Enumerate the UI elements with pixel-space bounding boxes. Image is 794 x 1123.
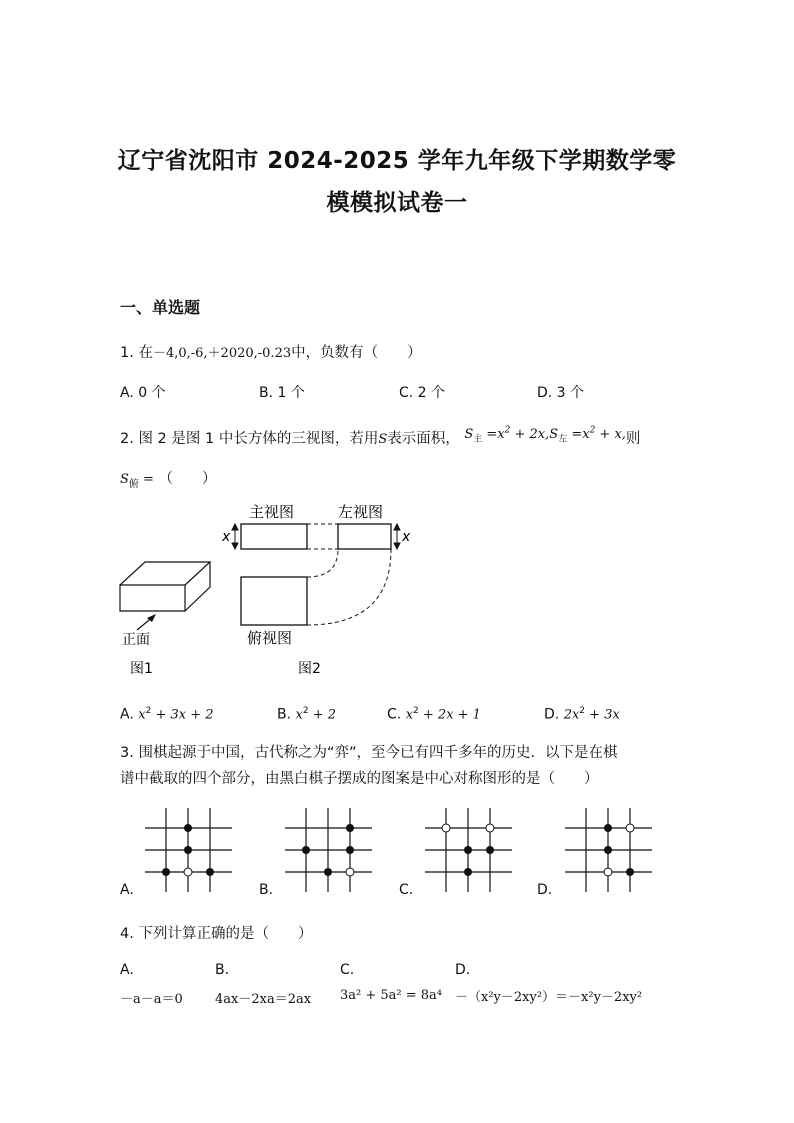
- main-view-rect: [241, 524, 307, 549]
- question-1: [120, 341, 422, 362]
- q2-option-d: D. $2x^2 + 3x$: [544, 706, 620, 723]
- go-board-d: [565, 808, 652, 892]
- question-2-line2: $S_俯$ = （ ）: [120, 471, 217, 490]
- fig1-label: 图1: [130, 661, 153, 677]
- q2-option-b: B. $x^2 + 2$: [277, 706, 337, 723]
- go-board-c: [425, 808, 512, 892]
- x-label-left: x: [222, 529, 231, 545]
- q3-option-d: D.: [537, 882, 553, 898]
- x-dimension-left: [232, 524, 238, 549]
- top-view-rect: [241, 577, 307, 625]
- q4-label-d: D.: [455, 962, 471, 978]
- left-view-label: 左视图: [338, 503, 384, 521]
- q2-middle: 表示面积，: [387, 431, 460, 447]
- question-3-line2: 谱中截取的四个部分，由黑白棋子摆成的图案是中心对称图形的是（ ）: [120, 771, 599, 787]
- question-4: 4. 下列计算正确的是（ ）: [120, 926, 313, 942]
- question-2: [120, 427, 640, 450]
- top-view-label: 俯视图: [247, 629, 293, 647]
- q2-option-c: C. $x^2 + 2x + 1$: [387, 706, 481, 723]
- q1-option-c: C. 2 个: [399, 385, 446, 401]
- q2-formulas: $S_主 =x^2 + 2x,S_左 =x^2 + x$,: [464, 425, 626, 445]
- go-board-a: [145, 808, 232, 892]
- q2-figure: [110, 495, 430, 685]
- left-view-rect: [338, 524, 391, 549]
- q2-s-var: S: [378, 432, 388, 447]
- q2-prefix: 2. 图 2 是图 1 中长方体的三视图，若用: [120, 431, 379, 447]
- main-view-label: 主视图: [249, 503, 295, 521]
- q4-expr-d: －（x²y－2xy²）＝－x²y－2xy²: [455, 990, 643, 1005]
- q4-expr-c: 3a² + 5a² = 8a⁴: [340, 988, 443, 1003]
- go-boards: [110, 800, 670, 900]
- q1-numbers: －4,0,-6,＋2020,-0.23: [152, 346, 292, 361]
- question-3-line1: 3. 围棋起源于中国，古代称之为“弈”，至今已有四千多年的历史．以下是在棋: [120, 745, 618, 761]
- q4-label-c: C.: [340, 962, 355, 978]
- page-title-line2: 模模拟试卷一: [326, 190, 468, 216]
- q1-option-d: D. 3 个: [537, 385, 585, 401]
- cuboid-figure: [120, 562, 210, 611]
- fig2-label: 图2: [298, 661, 321, 677]
- section-heading: 一、单选题: [120, 298, 201, 317]
- q1-prefix: 1. 在: [120, 345, 153, 361]
- q3-option-b: B.: [259, 882, 274, 898]
- q2-option-a: A. $x^2 + 3x + 2$: [120, 706, 214, 723]
- go-board-b: [285, 808, 372, 892]
- q4-expr-b: 4ax－2xa＝2ax: [215, 992, 312, 1007]
- x-label-right: x: [402, 529, 411, 545]
- page-title-line1: 辽宁省沈阳市 2024-2025 学年九年级下学期数学零: [117, 148, 677, 174]
- x-dimension-right: [394, 524, 400, 549]
- q4-label-a: A.: [120, 962, 134, 978]
- q3-option-c: C.: [399, 882, 414, 898]
- q2-end: 则: [625, 431, 641, 447]
- front-label: 正面: [122, 632, 150, 648]
- q1-option-a: A. 0 个: [120, 385, 166, 401]
- q1-suffix: 中，负数有（ ）: [291, 345, 422, 361]
- q1-option-b: B. 1 个: [259, 385, 305, 401]
- dashed-connectors: [307, 524, 391, 625]
- q4-expr-a: －a－a＝0: [120, 992, 183, 1007]
- q3-option-a: A.: [120, 882, 134, 898]
- q4-label-b: B.: [215, 962, 230, 978]
